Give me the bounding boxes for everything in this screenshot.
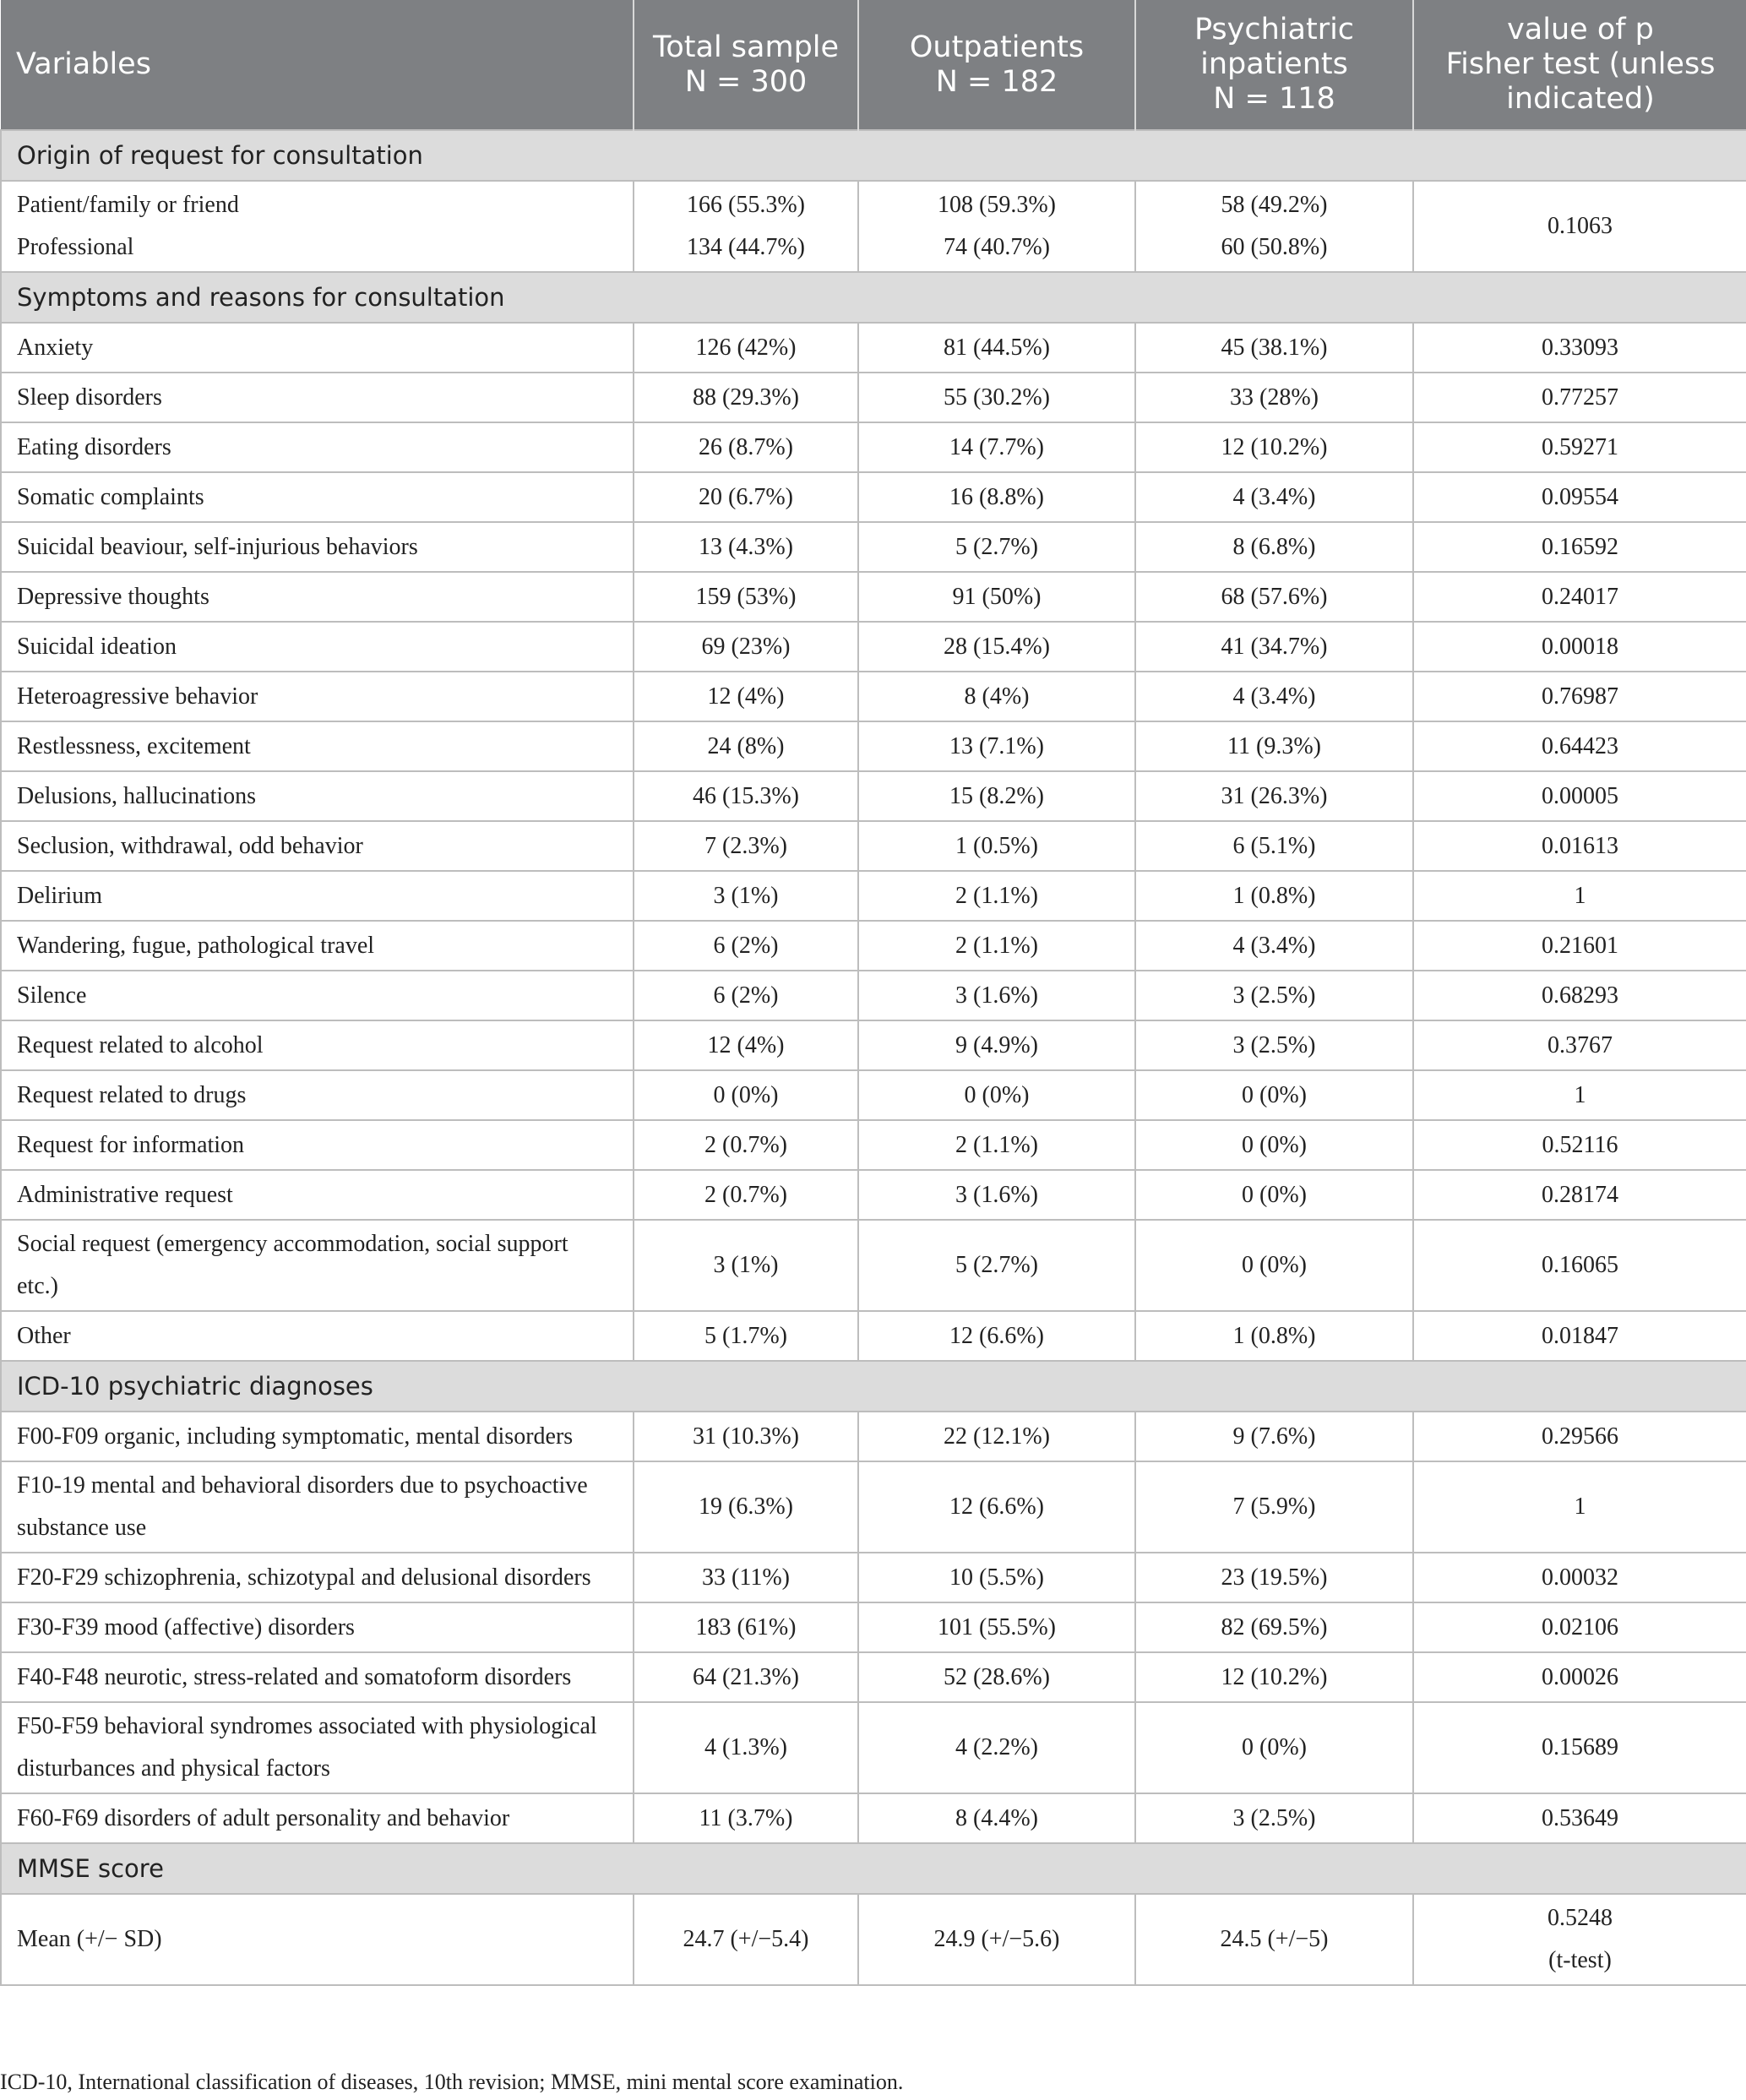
row-outpatients: 2 (1.1%): [858, 921, 1135, 971]
row-value-line: 134 (44.7%): [687, 234, 805, 260]
row-outpatients: 12 (6.6%): [858, 1311, 1135, 1361]
row-p-value: 0.00032: [1413, 1553, 1746, 1602]
row-total: 2 (0.7%): [634, 1120, 858, 1170]
row-total: 0 (0%): [634, 1070, 858, 1120]
row-inpatients: 3 (2.5%): [1135, 1793, 1413, 1843]
table-row: [1, 1652, 1746, 1702]
header-outpatients-label: Outpatients: [909, 30, 1085, 64]
row-total: 5 (1.7%): [634, 1311, 858, 1361]
row-outpatients: 2 (1.1%): [858, 871, 1135, 921]
row-total: 24.7 (+/−5.4): [634, 1894, 858, 1985]
section-row-symptoms: [1, 272, 1746, 323]
row-outpatients: 91 (50%): [858, 572, 1135, 622]
row-outpatients: 8 (4%): [858, 672, 1135, 721]
row-value-line: 108 (59.3%): [938, 192, 1056, 218]
row-total: 126 (42%): [634, 323, 858, 373]
row-total: 183 (61%): [634, 1602, 858, 1652]
row-variable: Delusions, hallucinations: [1, 771, 634, 821]
header-variables: Variables: [1, 0, 634, 130]
row-variable-line: disturbances and physical factors: [17, 1755, 330, 1782]
row-variable: [1, 1461, 634, 1553]
header-total-sample: [634, 0, 858, 130]
row-value-line: (t-test): [1548, 1947, 1612, 1973]
row-variable: Wandering, fugue, pathological travel: [1, 921, 634, 971]
header-total-n: N = 300: [684, 64, 808, 99]
table-row: [1, 1553, 1746, 1602]
header-inpatients: [1135, 0, 1413, 130]
row-inpatients: 12 (10.2%): [1135, 1652, 1413, 1702]
row-variable: Eating disorders: [1, 422, 634, 472]
header-outpatients-n: N = 182: [935, 64, 1058, 99]
row-outpatients: 14 (7.7%): [858, 422, 1135, 472]
row-outpatients: 81 (44.5%): [858, 323, 1135, 373]
row-inpatients: 0 (0%): [1135, 1070, 1413, 1120]
row-variable-line: F10-19 mental and behavioral disorders due to psychoactive: [17, 1472, 588, 1499]
header-row: [1, 0, 1746, 130]
table-row: [1, 1170, 1746, 1220]
row-outpatients: 10 (5.5%): [858, 1553, 1135, 1602]
row-outpatients: 2 (1.1%): [858, 1120, 1135, 1170]
section-title: MMSE score: [1, 1843, 1746, 1894]
row-total: 2 (0.7%): [634, 1170, 858, 1220]
row-inpatients: 7 (5.9%): [1135, 1461, 1413, 1553]
header-p-value-line-3: indicated): [1506, 82, 1655, 116]
table-row: [1, 1120, 1746, 1170]
row-inpatients: 68 (57.6%): [1135, 572, 1413, 622]
row-variable: Seclusion, withdrawal, odd behavior: [1, 821, 634, 871]
section-title: ICD-10 psychiatric diagnoses: [1, 1361, 1746, 1412]
table-row: [1, 522, 1746, 572]
header-inpatients-n: N = 118: [1213, 82, 1335, 116]
table-row: [1, 871, 1746, 921]
section-row-origin: [1, 130, 1746, 181]
row-p-value: 0.59271: [1413, 422, 1746, 472]
row-inpatients: 4 (3.4%): [1135, 921, 1413, 971]
row-variable-line: Social request (emergency accommodation, social support: [17, 1231, 568, 1257]
row-inpatients: 6 (5.1%): [1135, 821, 1413, 871]
row-total: 20 (6.7%): [634, 472, 858, 522]
row-outpatients: 1 (0.5%): [858, 821, 1135, 871]
row-value-line: 0.5248: [1547, 1905, 1613, 1931]
table-row: [1, 1412, 1746, 1461]
row-inpatients: 45 (38.1%): [1135, 323, 1413, 373]
row-variable: Other: [1, 1311, 634, 1361]
header-p-value-line-2: Fisher test (unless: [1445, 47, 1716, 81]
row-outpatients: [858, 181, 1135, 272]
row-inpatients: 41 (34.7%): [1135, 622, 1413, 672]
row-value-line: 74 (40.7%): [944, 234, 1050, 260]
row-p-value: 0.1063: [1413, 181, 1746, 272]
row-variable-line: Professional: [17, 234, 134, 260]
row-outpatients: 3 (1.6%): [858, 1170, 1135, 1220]
section-row-mmse: [1, 1843, 1746, 1894]
row-outpatients: 5 (2.7%): [858, 522, 1135, 572]
row-p-value: 0.02106: [1413, 1602, 1746, 1652]
header-p-value: [1413, 0, 1746, 130]
row-outpatients: 3 (1.6%): [858, 971, 1135, 1020]
row-outpatients: 4 (2.2%): [858, 1702, 1135, 1793]
table-row: [1, 572, 1746, 622]
row-value-line: 58 (49.2%): [1221, 192, 1328, 218]
table-row: [1, 771, 1746, 821]
row-variable: Silence: [1, 971, 634, 1020]
row-variable: Anxiety: [1, 323, 634, 373]
row-total: 31 (10.3%): [634, 1412, 858, 1461]
table-row: [1, 721, 1746, 771]
row-p-value: 0.3767: [1413, 1020, 1746, 1070]
header-inpatients-label-2: inpatients: [1200, 47, 1348, 81]
row-inpatients: 0 (0%): [1135, 1702, 1413, 1793]
row-outpatients: 8 (4.4%): [858, 1793, 1135, 1843]
table-row: [1, 422, 1746, 472]
header-outpatients: [858, 0, 1135, 130]
row-p-value: 0.09554: [1413, 472, 1746, 522]
row-variable: Request related to alcohol: [1, 1020, 634, 1070]
row-total: 6 (2%): [634, 971, 858, 1020]
row-variable: F60-F69 disorders of adult personality and behavior: [1, 1793, 634, 1843]
table-row-origin: [1, 181, 1746, 272]
row-variable: Depressive thoughts: [1, 572, 634, 622]
row-total: 12 (4%): [634, 1020, 858, 1070]
row-inpatients: 12 (10.2%): [1135, 422, 1413, 472]
row-value-line: 60 (50.8%): [1221, 234, 1328, 260]
row-p-value: 0.76987: [1413, 672, 1746, 721]
row-inpatients: 8 (6.8%): [1135, 522, 1413, 572]
row-p-value: 0.28174: [1413, 1170, 1746, 1220]
table-row: [1, 672, 1746, 721]
row-variable: Mean (+/− SD): [1, 1894, 634, 1985]
row-p-value: 0.68293: [1413, 971, 1746, 1020]
row-variable: Request for information: [1, 1120, 634, 1170]
row-p-value: 0.24017: [1413, 572, 1746, 622]
row-total: 13 (4.3%): [634, 522, 858, 572]
row-variable: Heteroagressive behavior: [1, 672, 634, 721]
section-row-icd: [1, 1361, 1746, 1412]
row-p-value: 1: [1413, 1070, 1746, 1120]
table-row: [1, 323, 1746, 373]
table-row: [1, 472, 1746, 522]
row-outpatients: 22 (12.1%): [858, 1412, 1135, 1461]
row-variable: Suicidal beaviour, self-injurious behaviors: [1, 522, 634, 572]
table-row: [1, 1311, 1746, 1361]
row-p-value: [1413, 1894, 1746, 1985]
row-total: 33 (11%): [634, 1553, 858, 1602]
row-p-value: 0.29566: [1413, 1412, 1746, 1461]
row-p-value: 0.53649: [1413, 1793, 1746, 1843]
table-row: [1, 1894, 1746, 1985]
row-p-value: 0.64423: [1413, 721, 1746, 771]
table-row: [1, 921, 1746, 971]
row-outpatients: 13 (7.1%): [858, 721, 1135, 771]
table-row: [1, 1702, 1746, 1793]
row-p-value: 0.01613: [1413, 821, 1746, 871]
table-row: [1, 1070, 1746, 1120]
row-variable: F20-F29 schizophrenia, schizotypal and delusional disorders: [1, 1553, 634, 1602]
row-variable: Request related to drugs: [1, 1070, 634, 1120]
row-total: 46 (15.3%): [634, 771, 858, 821]
table-row: [1, 821, 1746, 871]
row-total: 88 (29.3%): [634, 373, 858, 422]
row-variable: F30-F39 mood (affective) disorders: [1, 1602, 634, 1652]
row-p-value: 0.16065: [1413, 1220, 1746, 1311]
row-outpatients: 24.9 (+/−5.6): [858, 1894, 1135, 1985]
row-total: 64 (21.3%): [634, 1652, 858, 1702]
row-value-line: 166 (55.3%): [687, 192, 805, 218]
row-variable: Sleep disorders: [1, 373, 634, 422]
footnote: ICD-10, International classification of diseases, 10th revision; MMSE, mini mental score examination.: [0, 2070, 904, 2094]
row-p-value: 0.77257: [1413, 373, 1746, 422]
row-variable: [1, 181, 634, 272]
table-row: [1, 1602, 1746, 1652]
row-inpatients: [1135, 181, 1413, 272]
row-p-value: 0.00018: [1413, 622, 1746, 672]
row-variable: F40-F48 neurotic, stress-related and somatoform disorders: [1, 1652, 634, 1702]
row-outpatients: 52 (28.6%): [858, 1652, 1135, 1702]
row-outpatients: 5 (2.7%): [858, 1220, 1135, 1311]
row-variable-line: substance use: [17, 1515, 147, 1541]
table-row: [1, 1020, 1746, 1070]
row-inpatients: 82 (69.5%): [1135, 1602, 1413, 1652]
row-variable: Administrative request: [1, 1170, 634, 1220]
row-p-value: 1: [1413, 1461, 1746, 1553]
row-outpatients: 55 (30.2%): [858, 373, 1135, 422]
row-p-value: 0.21601: [1413, 921, 1746, 971]
table-row: [1, 373, 1746, 422]
row-outpatients: 0 (0%): [858, 1070, 1135, 1120]
row-inpatients: 3 (2.5%): [1135, 1020, 1413, 1070]
row-inpatients: 0 (0%): [1135, 1220, 1413, 1311]
row-variable: Somatic complaints: [1, 472, 634, 522]
row-inpatients: 3 (2.5%): [1135, 971, 1413, 1020]
row-p-value: 0.01847: [1413, 1311, 1746, 1361]
row-total: [634, 181, 858, 272]
row-p-value: 0.16592: [1413, 522, 1746, 572]
row-p-value: 0.52116: [1413, 1120, 1746, 1170]
row-p-value: 0.00026: [1413, 1652, 1746, 1702]
row-total: 6 (2%): [634, 921, 858, 971]
row-inpatients: 24.5 (+/−5): [1135, 1894, 1413, 1985]
row-outpatients: 101 (55.5%): [858, 1602, 1135, 1652]
row-inpatients: 11 (9.3%): [1135, 721, 1413, 771]
row-inpatients: 9 (7.6%): [1135, 1412, 1413, 1461]
row-total: 69 (23%): [634, 622, 858, 672]
row-inpatients: 31 (26.3%): [1135, 771, 1413, 821]
header-total-label: Total sample: [652, 30, 840, 64]
section-title: Symptoms and reasons for consultation: [1, 272, 1746, 323]
row-variable: [1, 1702, 634, 1793]
row-inpatients: 4 (3.4%): [1135, 472, 1413, 522]
row-p-value: 0.15689: [1413, 1702, 1746, 1793]
table-row: [1, 622, 1746, 672]
header-inpatients-label-1: Psychiatric: [1194, 13, 1355, 46]
row-outpatients: 12 (6.6%): [858, 1461, 1135, 1553]
row-total: 11 (3.7%): [634, 1793, 858, 1843]
table-row: [1, 1220, 1746, 1311]
row-total: 24 (8%): [634, 721, 858, 771]
row-inpatients: 4 (3.4%): [1135, 672, 1413, 721]
table-row: [1, 1461, 1746, 1553]
row-outpatients: 28 (15.4%): [858, 622, 1135, 672]
row-total: 4 (1.3%): [634, 1702, 858, 1793]
row-variable-line: etc.): [17, 1273, 58, 1299]
row-total: 3 (1%): [634, 871, 858, 921]
row-outpatients: 16 (8.8%): [858, 472, 1135, 522]
row-p-value: 1: [1413, 871, 1746, 921]
row-total: 7 (2.3%): [634, 821, 858, 871]
row-outpatients: 9 (4.9%): [858, 1020, 1135, 1070]
row-p-value: 0.33093: [1413, 323, 1746, 373]
row-total: 19 (6.3%): [634, 1461, 858, 1553]
row-inpatients: 0 (0%): [1135, 1170, 1413, 1220]
row-inpatients: 0 (0%): [1135, 1120, 1413, 1170]
row-outpatients: 15 (8.2%): [858, 771, 1135, 821]
section-title: Origin of request for consultation: [1, 130, 1746, 181]
row-variable: F00-F09 organic, including symptomatic, mental disorders: [1, 1412, 634, 1461]
table-row: [1, 1793, 1746, 1843]
row-inpatients: 33 (28%): [1135, 373, 1413, 422]
table-row: [1, 971, 1746, 1020]
row-inpatients: 1 (0.8%): [1135, 871, 1413, 921]
row-inpatients: 23 (19.5%): [1135, 1553, 1413, 1602]
row-variable: Suicidal ideation: [1, 622, 634, 672]
row-p-value: 0.00005: [1413, 771, 1746, 821]
row-total: 159 (53%): [634, 572, 858, 622]
row-variable-line: F50-F59 behavioral syndromes associated with physiological: [17, 1713, 597, 1739]
row-total: 12 (4%): [634, 672, 858, 721]
header-p-value-line-1: value of p: [1507, 13, 1654, 46]
row-total: 3 (1%): [634, 1220, 858, 1311]
row-variable: Restlessness, excitement: [1, 721, 634, 771]
row-variable: [1, 1220, 634, 1311]
row-variable: Delirium: [1, 871, 634, 921]
row-variable-line: Patient/family or friend: [17, 192, 239, 218]
row-inpatients: 1 (0.8%): [1135, 1311, 1413, 1361]
row-total: 26 (8.7%): [634, 422, 858, 472]
